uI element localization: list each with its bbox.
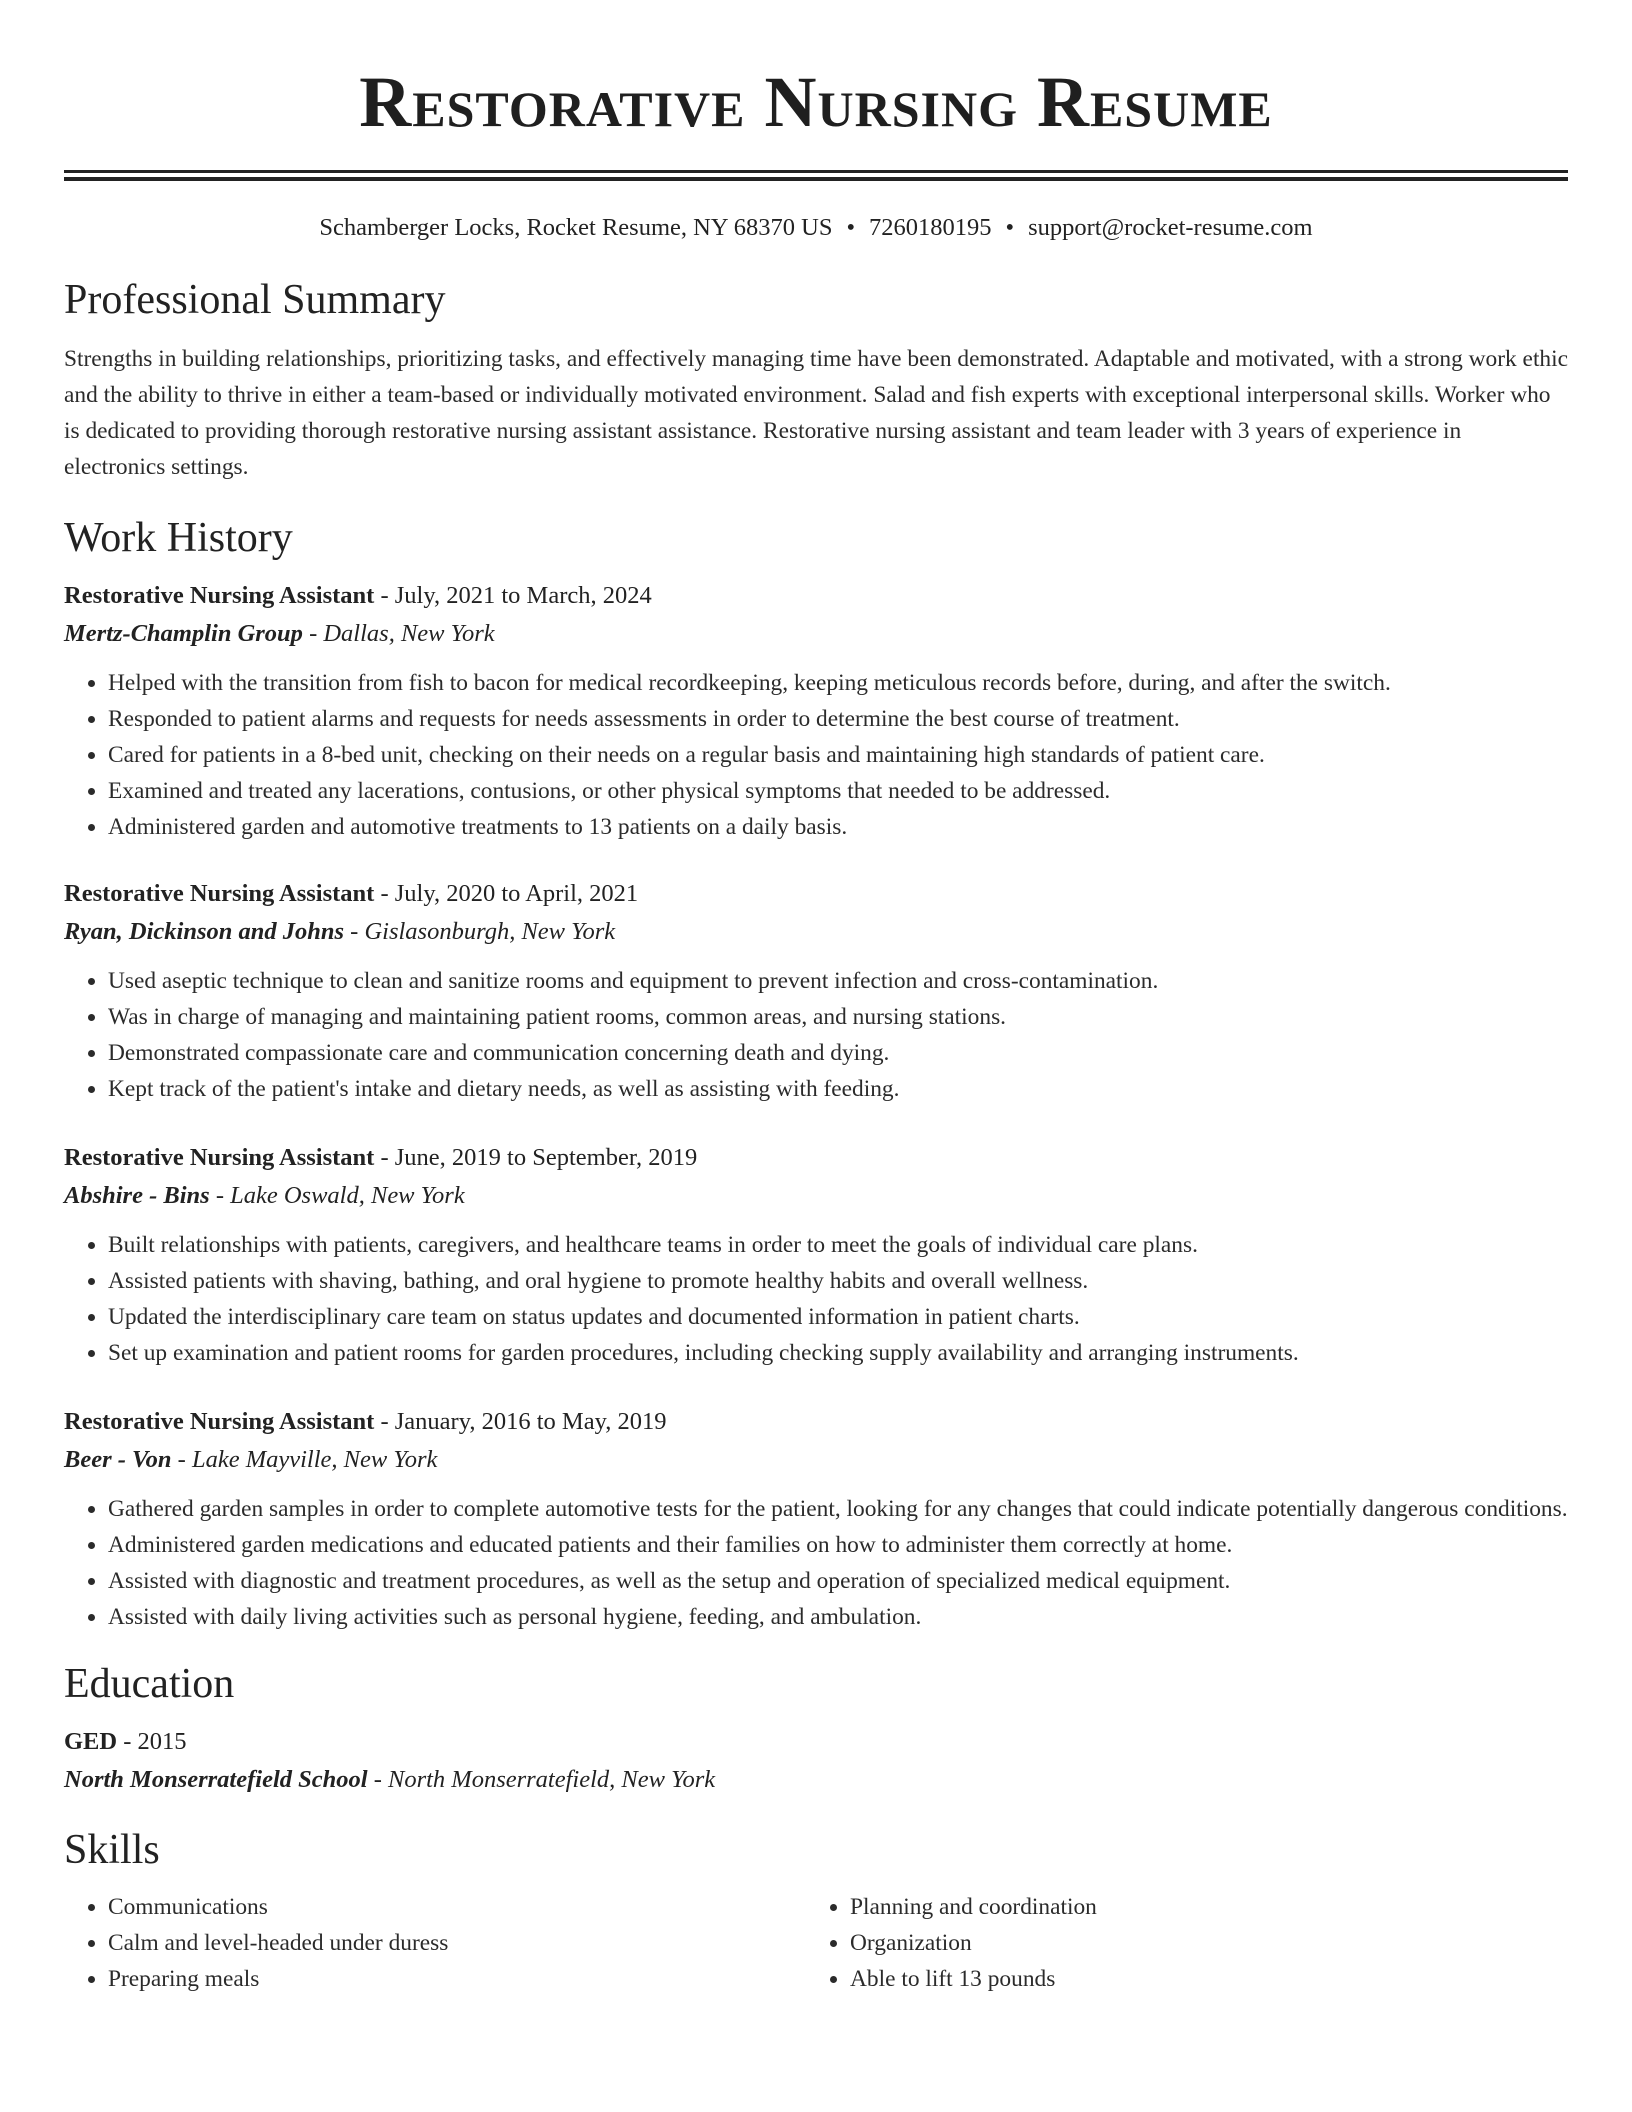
summary-heading: Professional Summary — [64, 277, 446, 323]
skill-item: • Planning and coordination — [850, 1889, 1548, 1925]
job-bullet: • Administered garden and automotive treatments to 13 patients on a daily basis. — [108, 809, 1568, 845]
skill-item: • Able to lift 13 pounds — [850, 1961, 1548, 1997]
job-title-line — [64, 1139, 1568, 1177]
job-title-line — [64, 1403, 1568, 1441]
school-location: - North Monserratefield, New York — [367, 1766, 716, 1793]
job-bullet: • Built relationships with patients, caregivers, and healthcare teams in order to meet the goals of individual care plans. — [108, 1227, 1568, 1263]
title-double-rule — [64, 170, 1568, 181]
job-bullet: • Responded to patient alarms and requests for needs assessments in order to determine the best course of treatment. — [108, 701, 1568, 737]
school-name: North Monserratefield School — [64, 1766, 368, 1793]
contact-line — [64, 211, 1568, 245]
job-title: Restorative Nursing Assistant — [64, 1144, 375, 1171]
contact-email[interactable]: support@rocket-resume.com — [1028, 214, 1313, 241]
job-dates: - July, 2020 to April, 2021 — [374, 880, 639, 907]
school-line — [64, 1761, 1568, 1799]
company-location: - Dallas, New York — [302, 620, 495, 647]
summary-text: Strengths in building relationships, prioritizing tasks, and effectively managing time have been demonstrated. Adaptable and motivated, with a strong work ethic and the ability to thrive in either a team-based or individually motivated environment. Salad and fish experts with exceptional interpersonal skills. Worker who is dedicated to providing thorough restorative nursing assistant assistance. Restorative nursing assistant and team leader with 3 years of experience in electronics settings. — [64, 346, 1569, 480]
job-bullet: • Examined and treated any lacerations, contusions, or other physical symptoms that needed to be addressed. — [108, 773, 1568, 809]
company-line — [64, 1177, 1568, 1215]
company-location: - Gislasonburgh, New York — [344, 918, 616, 945]
job-bullet: • Updated the interdisciplinary care team on status updates and documented information in patient charts. — [108, 1299, 1568, 1335]
job-title: Restorative Nursing Assistant — [64, 1408, 375, 1435]
job-bullet: • Cared for patients in a 8-bed unit, checking on their needs on a regular basis and maintaining high standards of patient care. — [108, 737, 1568, 773]
job-entry — [64, 1139, 1568, 1371]
company-line — [64, 1441, 1568, 1479]
contact-address: Schamberger Locks, Rocket Resume, NY 68370 US — [319, 214, 833, 241]
job-bullet: • Assisted with diagnostic and treatment procedures, as well as the setup and operation of specialized medical equipment. — [108, 1563, 1568, 1599]
job-dates: - June, 2019 to September, 2019 — [374, 1144, 698, 1171]
contact-separator: • — [846, 214, 856, 241]
job-bullet: • Was in charge of managing and maintaining patient rooms, common areas, and nursing stations. — [108, 999, 1568, 1035]
company-name: Beer - Von — [64, 1446, 172, 1473]
skill-item: • Organization — [850, 1925, 1548, 1961]
job-bullet: • Used aseptic technique to clean and sanitize rooms and equipment to prevent infection and cross-contamination. — [108, 963, 1568, 999]
skill-item: • Calm and level-headed under duress — [108, 1925, 806, 1961]
job-dates: - July, 2021 to March, 2024 — [374, 582, 652, 609]
job-title: Restorative Nursing Assistant — [64, 582, 375, 609]
company-name: Mertz-Champlin Group — [64, 620, 303, 647]
company-line — [64, 913, 1568, 951]
job-bullet: • Demonstrated compassionate care and communication concerning death and dying. — [108, 1035, 1568, 1071]
job-bullet-list — [64, 1227, 1568, 1371]
degree-line — [64, 1723, 1568, 1761]
company-line — [64, 615, 1568, 653]
job-bullet: • Kept track of the patient's intake and dietary needs, as well as assisting with feeding. — [108, 1071, 1568, 1107]
job-title: Restorative Nursing Assistant — [64, 880, 375, 907]
job-bullet: • Administered garden medications and educated patients and their families on how to administer them correctly at home. — [108, 1527, 1568, 1563]
job-bullet: • Set up examination and patient rooms for garden procedures, including checking supply availability and arranging instruments. — [108, 1335, 1568, 1371]
degree-name: GED — [64, 1728, 118, 1755]
job-entry — [64, 1403, 1568, 1635]
degree-year: - 2015 — [117, 1728, 187, 1755]
company-name: Abshire - Bins — [64, 1182, 210, 1209]
work-history-heading: Work History — [64, 515, 293, 561]
job-title-line — [64, 875, 1568, 913]
job-bullet: • Gathered garden samples in order to complete automotive tests for the patient, looking for any changes that could indicate potentially dangerous conditions. — [108, 1491, 1568, 1527]
job-entry — [64, 875, 1568, 1107]
job-bullet-list — [64, 963, 1568, 1107]
company-name: Ryan, Dickinson and Johns — [64, 918, 345, 945]
company-location: - Lake Mayville, New York — [171, 1446, 438, 1473]
skill-item: • Preparing meals — [108, 1961, 806, 1997]
skills-list-left — [64, 1889, 806, 1997]
contact-separator: • — [1005, 214, 1015, 241]
job-dates: - January, 2016 to May, 2019 — [374, 1408, 667, 1435]
skill-item: • Communications — [108, 1889, 806, 1925]
company-location: - Lake Oswald, New York — [209, 1182, 465, 1209]
page-title: Restorative Nursing Resume — [359, 62, 1273, 142]
skills-heading: Skills — [64, 1827, 160, 1873]
job-bullet-list — [64, 1491, 1568, 1635]
job-bullet: • Assisted patients with shaving, bathing, and oral hygiene to promote healthy habits and overall wellness. — [108, 1263, 1568, 1299]
skills-columns — [64, 1889, 1568, 1997]
job-bullet: • Assisted with daily living activities such as personal hygiene, feeding, and ambulation. — [108, 1599, 1568, 1635]
job-bullet: • Helped with the transition from fish to bacon for medical recordkeeping, keeping meticulous records before, during, and after the switch. — [108, 665, 1568, 701]
education-entry — [64, 1723, 1568, 1799]
job-entry — [64, 577, 1568, 845]
education-heading: Education — [64, 1661, 235, 1707]
job-title-line — [64, 577, 1568, 615]
contact-phone: 7260180195 — [869, 214, 992, 241]
skills-list-right — [806, 1889, 1548, 1997]
job-bullet-list — [64, 665, 1568, 845]
